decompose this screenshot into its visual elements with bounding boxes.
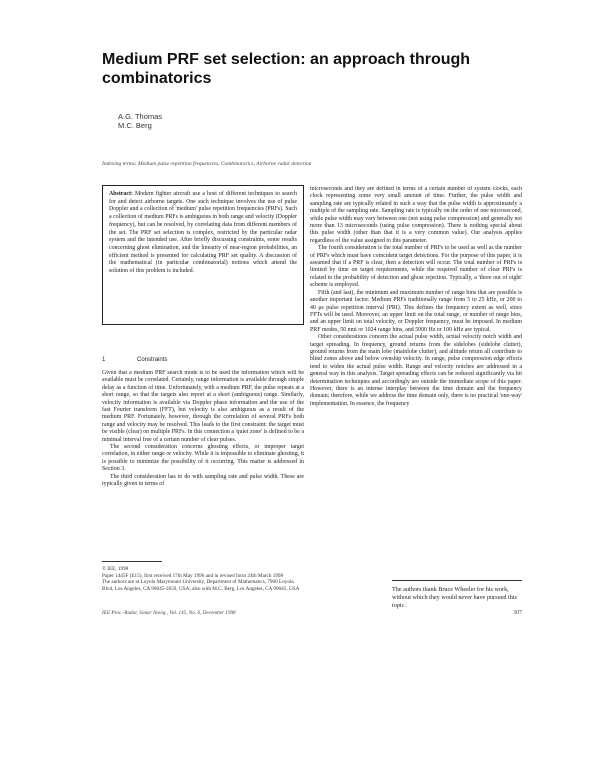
acknowledgment: The authors thank Bruce Wheeler for his work, without which they would never have pursued this topic. bbox=[392, 586, 517, 609]
page-number: 307 bbox=[513, 610, 522, 616]
indexing-terms: Indexing terms: Medium pulse repetition frequencies, Combinatorics, Airborne radar detection bbox=[102, 161, 312, 167]
paragraph: Given that a medium PRF search mode is to be used the information which will be available must be correlated. Certainly, range information is available through simple delay as a function of time. Unfortunately, with a medium PRF, the pulse repeats at a short range, so that the targets also report at a short (ambiguous) range. Similarly, velocity information is available via Doppler phase information and the use of the fast Fourier transform (FFT), but velocity is also ambiguous as a result of the medium PRF. Fortunately, however, through the correlation of several PRFs both range and velocity may be resolved. This leads to the first constraint: the target must be visible (clear) on multiple PRFs. In this connection a 'quiet zone' is defined to be a minimal interval free of a certain number of clear pulses. bbox=[102, 370, 304, 443]
journal-citation: IEE Proc.-Radar, Sonar Navig., Vol. 145, No. 6, December 1998 bbox=[102, 610, 236, 616]
footnote bbox=[102, 566, 304, 592]
section-number: 1 bbox=[102, 357, 106, 363]
paper-title: Medium PRF set selection: an approach through combinatorics bbox=[102, 51, 471, 87]
author-list bbox=[118, 112, 162, 130]
author-name: M.C. Berg bbox=[118, 121, 152, 130]
paragraph: The second consideration concerns ghosting effects, or improper target correlation, in either range or velocity. While it is impossible to eliminate ghosting, it is possible to minimize the possibility of it occurring. This matter is addressed in Section 3. bbox=[102, 444, 304, 473]
right-column-body bbox=[310, 186, 522, 573]
copyright-line: © IEE, 1998 bbox=[102, 566, 129, 572]
abstract-label: Abstract: bbox=[109, 191, 133, 197]
affiliation-line: The authors are at Loyola Marymount University, Department of Mathematics, 7900 Loyola Blvd, Los Angeles, CA 90045-2659, USA; also with M.C. Berg, Los Angeles, CA 90045, USA bbox=[102, 579, 300, 592]
abstract-box bbox=[102, 185, 304, 325]
paragraph: Fifth (and last), the minimum and maximum number of range bins that are possible is another important factor. Medium PRFs traditionally range from 5 to 25 kHz, or 200 to 40 μs pulse repetition interval (PRI). This defines the frequency extent as well, since FFTs will be used. Moreover, an upper limit on the total range, or number of range bins, and an upper limit on total velocity, or Doppler frequency, must be imposed. In medium PRF modes, 50 nmi or 1024 range bins, and 5000 Hz or 100 kHz are typical. bbox=[310, 289, 522, 333]
abstract-text: Modern fighter aircraft use a host of different techniques to search for and detect airborne targets. One such technique involves the use of pulse Doppler and a collection of 'medium' pulse repetition frequencies (PRFs). Such a collection of medium PRFs is ambiguous in both range and velocity (Doppler frequency), but can be resolved, by correlating data from different members of the set. The PRF set selection is complex, restricted by the particular radar system and the intended use. After briefly discussing constraints, some results concerning ghost elimination, and the linearity of near-region probabilities, an efficient method is presented for calculating PRF set quality. A discussion of the mathematical (in particular combinatorial) notions which attend the solution of this problem is included. bbox=[109, 191, 297, 275]
section-heading bbox=[102, 357, 197, 363]
received-line: Paper 1445F (E15), first received 17th May 1996 and in revised form 24th March 1998 bbox=[102, 572, 284, 579]
left-column-body bbox=[102, 370, 304, 557]
paragraph: microseconds and they are defined in terms of a certain number of system clocks, each clock representing some very small amount of time. Further, the pulse width and sampling rate are typically related in such a way that the pulse width is approximately a multiple of the sampling rate. Sampling rate is typically on the order of one microsecond, while pulse width may vary between one (not using pulse compression) and generally not more than 13 microseconds (using pulse compression). There is nothing special about this pulse width (other than that it is a very common value). Our analysis applies regardless of the value assigned to this parameter. bbox=[310, 186, 522, 244]
paragraph: The fourth consideration is the total number of PRFs to be used as well as the number of PRFs which must have coincident target detections. For the purpose of this paper, it is assumed that if a PRF is clear, then a detection will occur. The total number of PRFs is limited by time on target requirements, while the required number of clear PRFs is related to the probability of detection and ghost rejection. Typically, a 'three out of eight' scheme is employed. bbox=[310, 245, 522, 289]
acknowledgment-rule bbox=[392, 580, 522, 581]
paragraph: The third consideration has to do with sampling rate and pulse width. These are typically given in terms of bbox=[102, 473, 304, 488]
section-title: Constraints bbox=[137, 357, 168, 363]
footnote-rule bbox=[102, 561, 162, 562]
paragraph: Other considerations concern the actual pulse width, actual velocity notch width and target spreading. In frequency, ground returns from the sidelobes (sidelobe clutter), ground returns from the main lobe (mainlobe clutter), and altitude return all contribute to blind zones above and below ownship velocity. In range, pulse compression edge effects tend to widen the actual pulse width. Range and velocity notches are addressed in a general way in this analysis. Target spreading effects can be reduced significantly via hit determination techniques and accordingly are outside the immediate scope of this paper. However, there is an intense interplay between the time domain and the frequency domain; therefore, while we address the time domain only, there is no practical 'one-way' implementation. In essence, the frequency bbox=[310, 334, 522, 407]
author-name: A.G. Thomas bbox=[118, 112, 163, 121]
